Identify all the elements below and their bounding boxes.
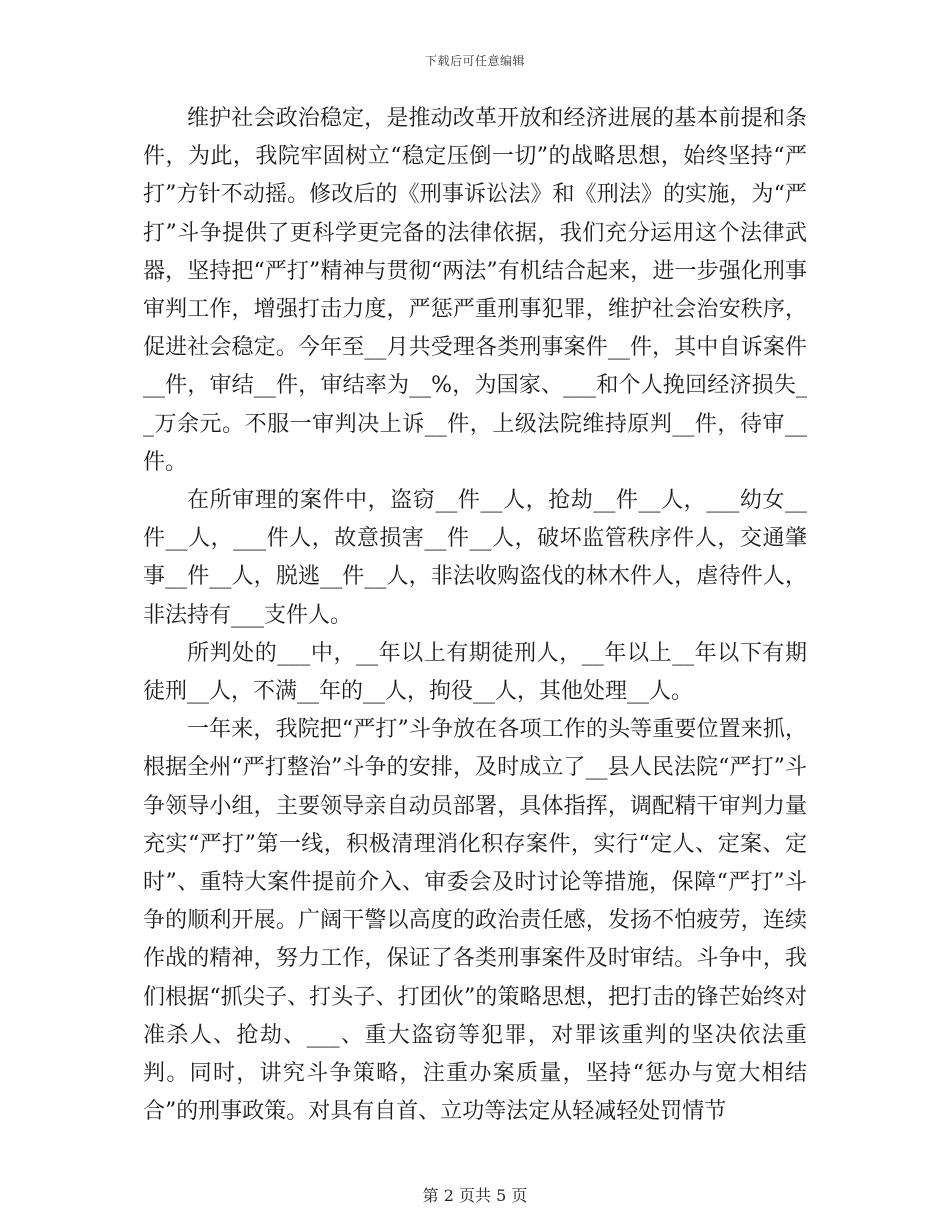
paragraph-3: 所判处的___中，__年以上有期徒刑人，__年以上__年以下有期徒刑__人，不满__年的__人，拘役__人，其他处理__人。: [143, 640, 807, 705]
paragraph-2: 在所审理的案件中，盗窃__件__人，抢劫__件__人，___幼女__件__人，___件人，故意损害__件__人，破坏监管秩序件人，交通肇事__件__人，脱逃__件__人，非法收购盗伐的林木件人，虐待件人，非法持有___支件人。: [143, 488, 807, 628]
paragraph-1: 维护社会政治稳定，是推动改革开放和经济进展的基本前提和条件，为此，我院牢固树立“稳定压倒一切”的战略思想，始终坚持“严打”方针不动摇。修改后的《刑事诉讼法》和《刑法》的实施，为“严打”斗争提供了更科学更完备的法律依据，我们充分运用这个法律武器，坚持把“严打”精神与贯彻“两法”有机结合起来，进一步强化刑事审判工作，增强打击力度，严惩严重刑事犯罪，维护社会治安秩序，促进社会稳定。今年至__月共受理各类刑事案件__件，其中自诉案件__件，审结__件，审结率为__%，为国家、___和个人挽回经济损失__万余元。不服一审判决上诉__件，上级法院维持原判__件，待审__件。: [143, 106, 807, 475]
page-footer: 第 2 页共 5 页: [422, 1186, 528, 1205]
paragraph-4: 一年来，我院把“严打”斗争放在各项工作的头等重要位置来抓，根据全州“严打整治”斗争的安排，及时成立了__县人民法院“严打”斗争领导小组，主要领导亲自动员部署，具体指挥，调配精干审判力量充实“严打”第一线，积极清理消化积存案件，实行“定人、定案、定时”、重特大案件提前介入、审委会及时讨论等措施，保障“严打”斗争的顺利开展。广阔干警以高度的政治责任感，发扬不怕疲劳，连续作战的精神，努力工作，保证了各类刑事案件及时审结。斗争中，我们根据“抓尖子、打头子、打团伙”的策略思想，把打击的锋芒始终对准杀人、抢劫、___、重大盗窃等犯罪，对罪该重判的坚决依法重判。同时，讲究斗争策略，注重办案质量，坚持“惩办与宽大相结合”的刑事政策。对具有自首、立功等法定从轻减轻处罚情节: [143, 717, 807, 1125]
page-header: 下载后可任意编辑: [424, 54, 525, 68]
document-body: [143, 100, 807, 1131]
